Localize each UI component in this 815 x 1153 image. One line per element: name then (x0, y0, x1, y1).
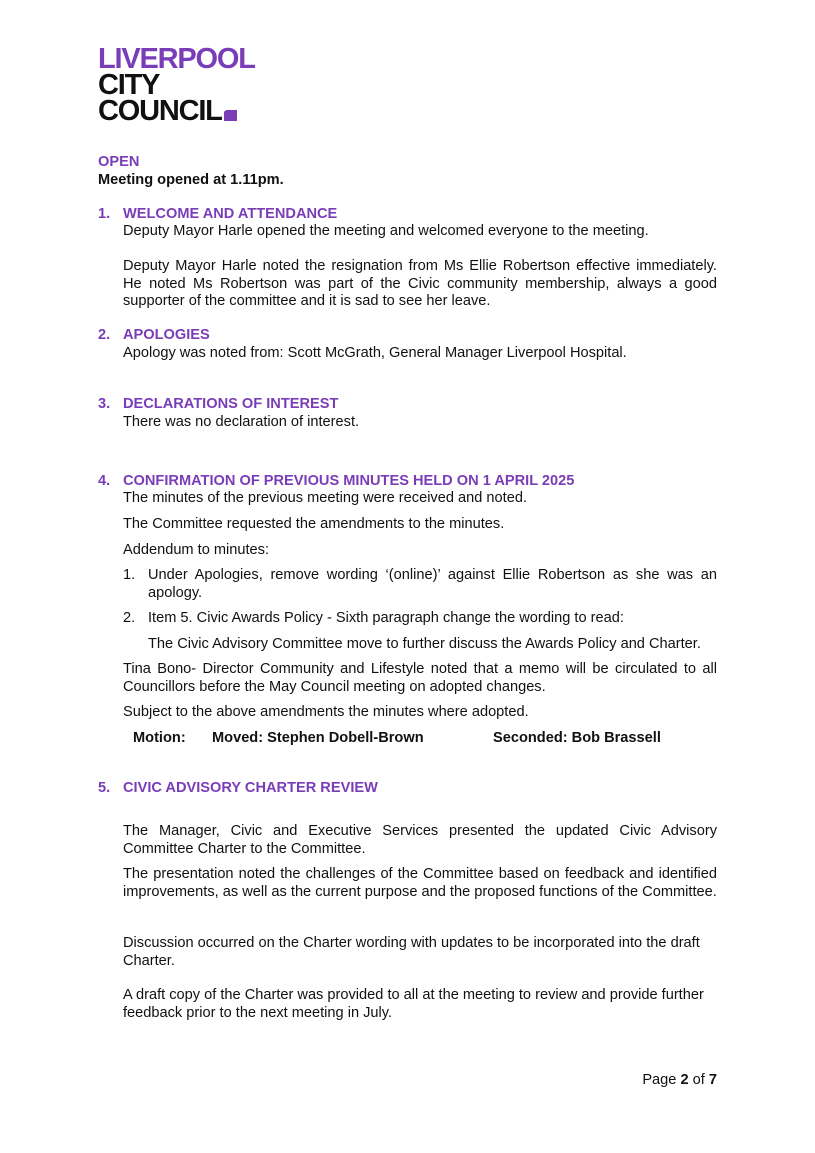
item1-paragraph-1: Deputy Mayor Harle opened the meeting and welcomed everyone to the meeting. (123, 223, 649, 239)
logo-mark-icon (224, 110, 237, 121)
page-of: of (688, 1072, 709, 1088)
item4-paragraph-5: Subject to the above amendments the minutes where adopted. (123, 704, 529, 720)
motion-label: Motion: (133, 730, 186, 746)
page-number (642, 1072, 717, 1088)
item4-paragraph-2: The Committee requested the amendments to the minutes. (123, 516, 505, 532)
item4-heading: CONFIRMATION OF PREVIOUS MINUTES HELD ON 1 APRIL 2025 (123, 473, 575, 489)
item1-paragraph-2: Deputy Mayor Harle noted the resignation from Ms Ellie Robertson effective immediately. He noted Ms Robertson was part of the Civic community membership, always a good supporter of the committee and it is sad to see her leave. (123, 258, 717, 309)
logo-line-3 (98, 95, 255, 127)
motion-seconded: Seconded: Bob Brassell (493, 730, 661, 746)
logo-line-1: LIVERPOOL (98, 43, 255, 75)
list-item: Under Apologies, remove wording ‘(online)’ against Ellie Robertson as she was an apology. (148, 567, 717, 601)
list-item-number: 2. (123, 610, 136, 626)
item4-paragraph-4: Tina Bono- Director Community and Lifestyle noted that a memo will be circulated to all Councillors before the May Council meeting on adopted changes. (123, 661, 717, 695)
item4-paragraph-1: The minutes of the previous meeting were received and noted. (123, 490, 527, 506)
item4-paragraph-3: Addendum to minutes: (123, 542, 270, 558)
item5-heading: CIVIC ADVISORY CHARTER REVIEW (123, 780, 378, 796)
page-current: 2 (680, 1072, 689, 1088)
item2-paragraph-1: Apology was noted from: Scott McGrath, General Manager Liverpool Hospital. (123, 345, 627, 361)
list-item-number: 1. (123, 567, 136, 583)
item2-number: 2. (98, 327, 111, 343)
item5-number: 5. (98, 780, 111, 796)
item3-number: 3. (98, 396, 111, 412)
item3-heading: DECLARATIONS OF INTEREST (123, 396, 339, 412)
item1-number: 1. (98, 206, 111, 222)
page-total: 7 (708, 1072, 717, 1088)
motion-moved: Moved: Stephen Dobell-Brown (212, 730, 424, 746)
open-heading: OPEN (98, 154, 140, 170)
open-text: Meeting opened at 1.11pm. (98, 172, 284, 188)
item3-paragraph-1: There was no declaration of interest. (123, 414, 360, 430)
item5-paragraph-4: A draft copy of the Charter was provided to all at the meeting to review and provide further feedback prior to the next meeting in July. (123, 987, 704, 1021)
item5-paragraph-2: The presentation noted the challenges of the Committee based on feedback and identified improvements, as well as the current purpose and the proposed functions of the Committee. (123, 866, 717, 900)
logo-line-2: CITY (98, 69, 160, 101)
council-logo (98, 43, 255, 127)
item5-paragraph-3: Discussion occurred on the Charter wording with updates to be incorporated into the draft Charter. (123, 935, 700, 969)
page-prefix: Page (642, 1072, 681, 1088)
item1-heading: WELCOME AND ATTENDANCE (123, 206, 338, 222)
list-item: Item 5. Civic Awards Policy - Sixth paragraph change the wording to read: (148, 610, 624, 626)
item4-number: 4. (98, 473, 111, 489)
item5-paragraph-1: The Manager, Civic and Executive Services presented the updated Civic Advisory Committee Charter to the Committee. (123, 823, 717, 857)
amendment-quote: The Civic Advisory Committee move to further discuss the Awards Policy and Charter. (148, 636, 701, 652)
logo-line-3-text: COUNCIL (98, 95, 222, 127)
item2-heading: APOLOGIES (123, 327, 210, 343)
